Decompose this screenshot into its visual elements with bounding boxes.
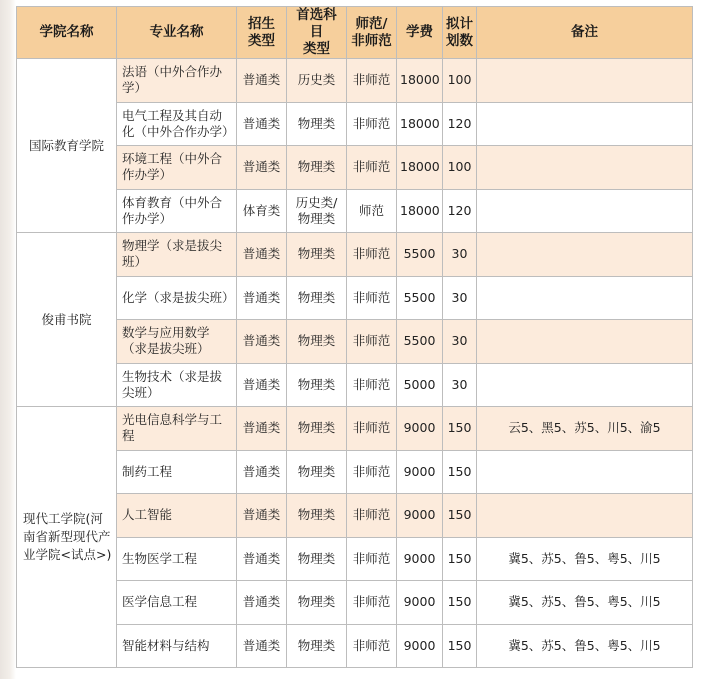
table-cell-fee: 18000 — [397, 146, 443, 190]
table-row — [17, 102, 693, 146]
table-cell-note: 冀5、苏5、鲁5、粤5、川5 — [477, 581, 693, 625]
table-cell-fee: 9000 — [397, 624, 443, 668]
table-cell-subject-type: 历史类/物理类 — [287, 189, 347, 233]
header-note: 备注 — [477, 7, 693, 59]
table-cell-normal: 非师范 — [347, 450, 397, 494]
table-cell-enroll-type: 普通类 — [237, 407, 287, 451]
table-cell-normal: 非师范 — [347, 276, 397, 320]
table-cell-subject-type: 物理类 — [287, 494, 347, 538]
table-cell-plan: 120 — [443, 102, 477, 146]
college-name-cell: 俊甫书院 — [17, 233, 117, 407]
table-cell-note — [477, 102, 693, 146]
table-cell-fee: 18000 — [397, 102, 443, 146]
table-cell-note: 冀5、苏5、鲁5、粤5、川5 — [477, 624, 693, 668]
table-cell-major: 化学（求是拔尖班） — [117, 276, 237, 320]
table-cell-plan: 30 — [443, 276, 477, 320]
table-cell-major: 医学信息工程 — [117, 581, 237, 625]
table-cell-fee: 5500 — [397, 276, 443, 320]
table-cell-plan: 120 — [443, 189, 477, 233]
table-cell-major: 法语（中外合作办学） — [117, 59, 237, 103]
table-row — [17, 276, 693, 320]
table-row — [17, 189, 693, 233]
table-cell-note — [477, 233, 693, 277]
table-cell-plan: 150 — [443, 581, 477, 625]
table-cell-major: 电气工程及其自动化（中外合作办学） — [117, 102, 237, 146]
table-cell-enroll-type: 普通类 — [237, 581, 287, 625]
table-row — [17, 450, 693, 494]
table-cell-fee: 18000 — [397, 59, 443, 103]
table-cell-normal: 非师范 — [347, 320, 397, 364]
table-cell-normal: 非师范 — [347, 363, 397, 407]
table-cell-note — [477, 320, 693, 364]
enrollment-plan-table — [16, 6, 693, 668]
table-cell-fee: 5000 — [397, 363, 443, 407]
table-row — [17, 320, 693, 364]
table-cell-normal: 非师范 — [347, 407, 397, 451]
table-cell-fee: 18000 — [397, 189, 443, 233]
table-cell-major: 光电信息科学与工程 — [117, 407, 237, 451]
table-cell-note — [477, 189, 693, 233]
table-cell-normal: 师范 — [347, 189, 397, 233]
table-row — [17, 146, 693, 190]
table-cell-fee: 5500 — [397, 320, 443, 364]
table-row — [17, 581, 693, 625]
table-cell-plan: 150 — [443, 537, 477, 581]
table-cell-plan: 100 — [443, 146, 477, 190]
table-cell-major: 数学与应用数学（求是拔尖班） — [117, 320, 237, 364]
header-normal: 师范/ 非师范 — [347, 7, 397, 59]
college-name-cell: 国际教育学院 — [17, 59, 117, 233]
table-cell-fee: 9000 — [397, 450, 443, 494]
table-cell-fee: 9000 — [397, 407, 443, 451]
header-subject-type: 首选科目 类型 — [287, 7, 347, 59]
table-cell-fee: 9000 — [397, 494, 443, 538]
table-cell-normal: 非师范 — [347, 233, 397, 277]
header-enroll-type: 招生 类型 — [237, 7, 287, 59]
table-cell-subject-type: 物理类 — [287, 320, 347, 364]
table-cell-major: 环境工程（中外合作办学） — [117, 146, 237, 190]
table-cell-subject-type: 物理类 — [287, 233, 347, 277]
table-cell-subject-type: 物理类 — [287, 102, 347, 146]
table-row — [17, 407, 693, 451]
table-cell-subject-type: 物理类 — [287, 450, 347, 494]
header-major: 专业名称 — [117, 7, 237, 59]
table-cell-enroll-type: 普通类 — [237, 233, 287, 277]
table-cell-enroll-type: 普通类 — [237, 494, 287, 538]
table-cell-note: 冀5、苏5、鲁5、粤5、川5 — [477, 537, 693, 581]
table-row — [17, 233, 693, 277]
table-row — [17, 59, 693, 103]
table-cell-subject-type: 物理类 — [287, 146, 347, 190]
table-cell-enroll-type: 普通类 — [237, 59, 287, 103]
table-cell-subject-type: 历史类 — [287, 59, 347, 103]
table-cell-enroll-type: 普通类 — [237, 624, 287, 668]
table-cell-major: 体育教育（中外合作办学） — [117, 189, 237, 233]
table-cell-subject-type: 物理类 — [287, 581, 347, 625]
table-cell-major: 制药工程 — [117, 450, 237, 494]
table-row — [17, 537, 693, 581]
table-cell-enroll-type: 普通类 — [237, 537, 287, 581]
table-cell-fee: 9000 — [397, 581, 443, 625]
table-cell-note — [477, 146, 693, 190]
table-cell-subject-type: 物理类 — [287, 363, 347, 407]
table-cell-subject-type: 物理类 — [287, 276, 347, 320]
table-cell-fee: 9000 — [397, 537, 443, 581]
table-cell-note — [477, 450, 693, 494]
table-cell-major: 智能材料与结构 — [117, 624, 237, 668]
table-cell-normal: 非师范 — [347, 102, 397, 146]
table-cell-normal: 非师范 — [347, 624, 397, 668]
table-cell-subject-type: 物理类 — [287, 407, 347, 451]
table-cell-enroll-type: 普通类 — [237, 146, 287, 190]
table-cell-fee: 5500 — [397, 233, 443, 277]
table-cell-plan: 100 — [443, 59, 477, 103]
table-cell-enroll-type: 普通类 — [237, 450, 287, 494]
table-cell-plan: 150 — [443, 494, 477, 538]
table-cell-normal: 非师范 — [347, 537, 397, 581]
table-cell-plan: 150 — [443, 450, 477, 494]
table-cell-note — [477, 59, 693, 103]
table-row — [17, 494, 693, 538]
table-cell-major: 生物医学工程 — [117, 537, 237, 581]
table-row — [17, 624, 693, 668]
table-cell-plan: 30 — [443, 363, 477, 407]
table-row — [17, 363, 693, 407]
table-cell-note — [477, 276, 693, 320]
table-cell-subject-type: 物理类 — [287, 624, 347, 668]
table-cell-plan: 30 — [443, 233, 477, 277]
table-cell-major: 物理学（求是拔尖班） — [117, 233, 237, 277]
header-college: 学院名称 — [17, 7, 117, 59]
table-cell-plan: 150 — [443, 407, 477, 451]
table-cell-enroll-type: 普通类 — [237, 102, 287, 146]
header-fee: 学费 — [397, 7, 443, 59]
table-cell-normal: 非师范 — [347, 146, 397, 190]
table-cell-normal: 非师范 — [347, 494, 397, 538]
header-plan: 拟计 划数 — [443, 7, 477, 59]
table-cell-normal: 非师范 — [347, 59, 397, 103]
table-cell-enroll-type: 普通类 — [237, 320, 287, 364]
table-cell-note — [477, 494, 693, 538]
table-cell-enroll-type: 普通类 — [237, 276, 287, 320]
table-cell-major: 人工智能 — [117, 494, 237, 538]
college-name-cell: 现代工学院(河南省新型现代产业学院<试点>) — [17, 407, 117, 668]
table-cell-subject-type: 物理类 — [287, 537, 347, 581]
table-cell-note: 云5、黑5、苏5、川5、渝5 — [477, 407, 693, 451]
table-cell-note — [477, 363, 693, 407]
table-cell-major: 生物技术（求是拔尖班） — [117, 363, 237, 407]
table-cell-normal: 非师范 — [347, 581, 397, 625]
header-row — [17, 7, 693, 59]
table-cell-plan: 30 — [443, 320, 477, 364]
table-cell-plan: 150 — [443, 624, 477, 668]
table-cell-enroll-type: 体育类 — [237, 189, 287, 233]
table-cell-enroll-type: 普通类 — [237, 363, 287, 407]
